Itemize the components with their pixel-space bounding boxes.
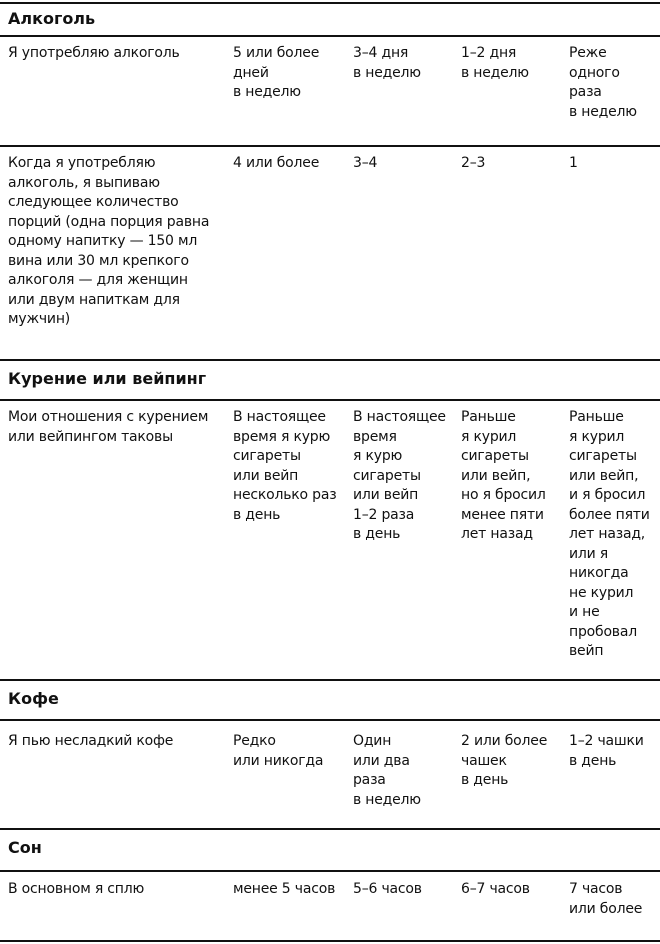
option-cell: 1–2 чашки в день	[569, 733, 644, 769]
question-label: Мои отношения с курением или вейпингом таковы	[8, 409, 209, 445]
option-cell: 5–6 часов	[353, 881, 422, 897]
divider	[0, 719, 660, 721]
divider	[0, 145, 660, 147]
option-cell: 3–4	[353, 155, 378, 171]
divider	[0, 870, 660, 872]
divider	[0, 35, 660, 37]
option-cell: Редко или никогда	[233, 733, 324, 769]
option-cell: В настоящее время я курю сигареты или вейп 1–2 раза в день	[353, 409, 446, 542]
option-cell: 2–3	[461, 155, 486, 171]
option-cell: 3–4 дня в неделю	[353, 45, 421, 81]
option-cell: В настоящее время я курю сигареты или вейп несколько раз в день	[233, 409, 337, 523]
section-title-smoking: Курение или вейпинг	[8, 369, 207, 388]
option-cell: 1	[569, 155, 578, 171]
section-title-sleep: Сон	[8, 838, 42, 857]
question-label: Я употребляю алкоголь	[8, 45, 180, 61]
option-cell: 1–2 дня в неделю	[461, 45, 529, 81]
question-label: Когда я употребляю алкоголь, я выпиваю следующее количество порций (одна порция равна одному напитку — 150 мл вина или 30 мл крепкого алкоголя — для женщин или двум напиткам для мужчин)	[8, 155, 210, 327]
question-label: Я пью несладкий кофе	[8, 733, 174, 749]
option-cell: менее 5 часов	[233, 881, 336, 897]
option-cell: Реже одного раза в неделю	[569, 45, 637, 120]
divider	[0, 940, 660, 942]
divider	[0, 399, 660, 401]
option-cell: 6–7 часов	[461, 881, 530, 897]
option-cell: Раньше я курил сигареты или вейп, и я бросил более пяти лет назад, или я никогда не курил и не пробовал вейп	[569, 409, 650, 659]
divider	[0, 679, 660, 681]
option-cell: Один или два раза в неделю	[353, 733, 421, 808]
option-cell: 7 часов или более	[569, 881, 643, 917]
divider	[0, 2, 660, 4]
option-cell: 2 или более чашек в день	[461, 733, 548, 788]
option-cell: 5 или более дней в неделю	[233, 45, 320, 100]
question-label: В основном я сплю	[8, 881, 145, 897]
section-title-alcohol: Алкоголь	[8, 9, 96, 28]
divider	[0, 359, 660, 361]
section-title-coffee: Кофе	[8, 689, 59, 708]
option-cell: 4 или более	[233, 155, 320, 171]
option-cell: Раньше я курил сигареты или вейп, но я бросил менее пяти лет назад	[461, 409, 546, 542]
divider	[0, 828, 660, 830]
